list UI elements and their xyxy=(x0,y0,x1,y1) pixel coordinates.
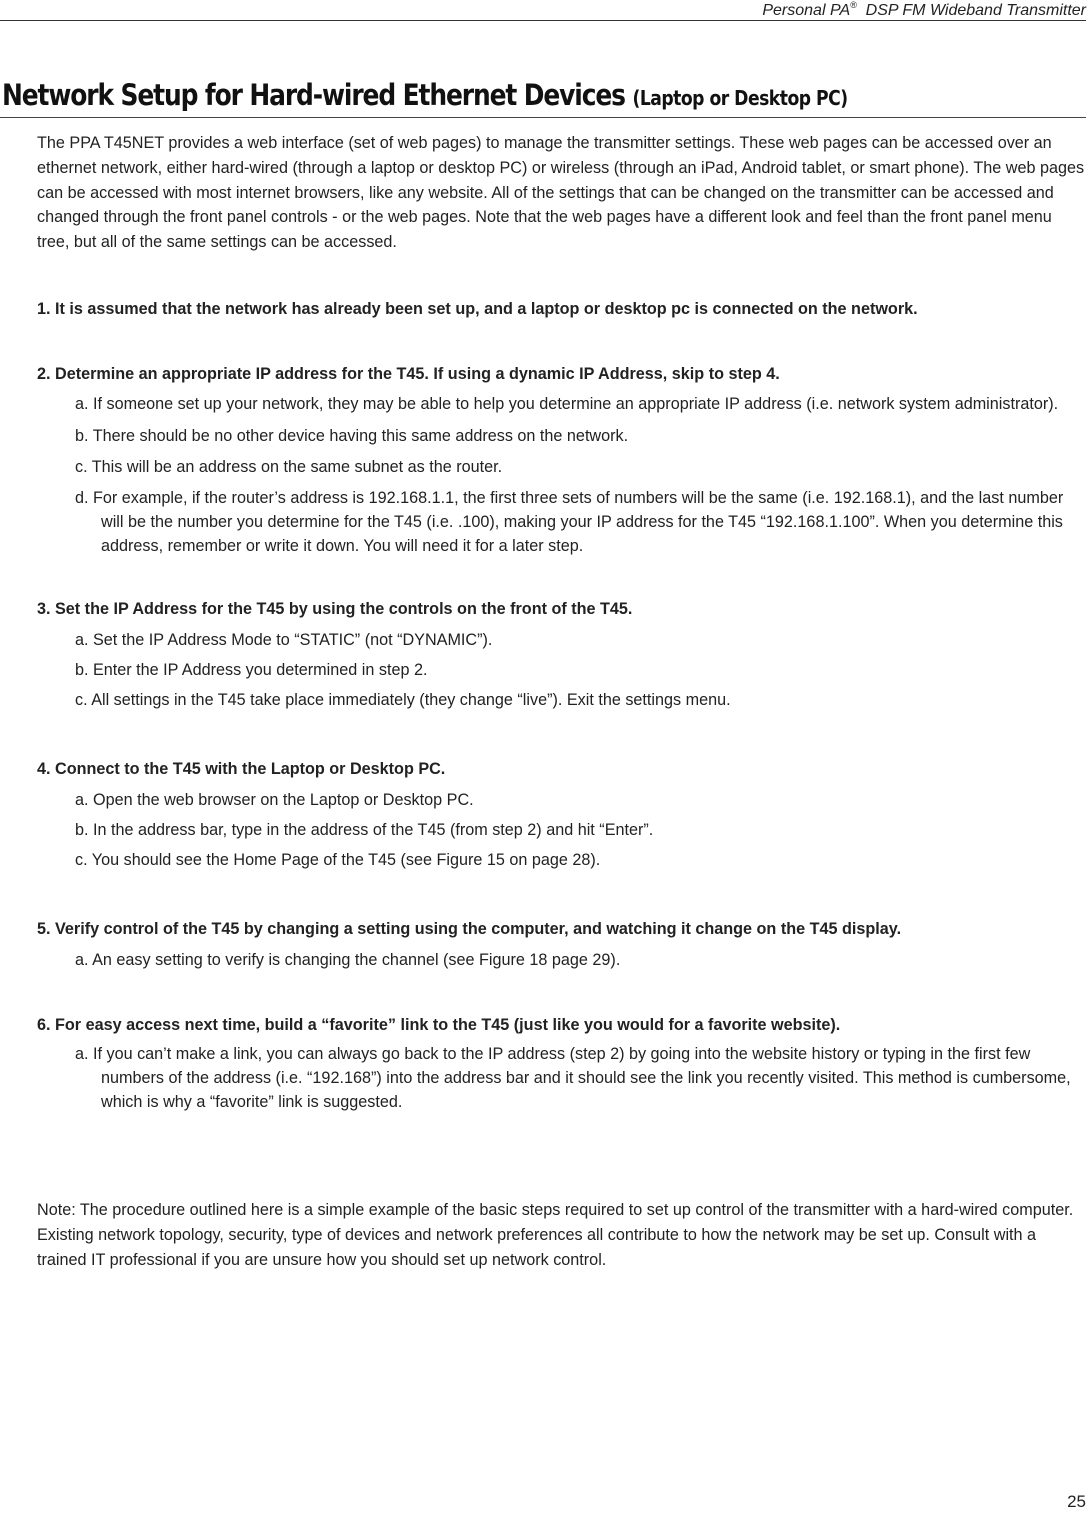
step-6-item-a: a. If you can’t make a link, you can always go back to the IP address (step 2) by going into the website history or typing in the first few numbers of the address (i.e. “192.168”) into the address bar and it should see the link you recently visited. This method is cumbersome, which is why a “favorite” link is suggested. xyxy=(75,1044,1071,1111)
step-1-title: 1. It is assumed that the network has already been set up, and a laptop or desktop pc is connected on the network. xyxy=(37,299,918,318)
running-header xyxy=(0,0,1086,21)
step-1 xyxy=(37,298,1087,320)
step-4-title: 4. Connect to the T45 with the Laptop or Desktop PC. xyxy=(37,759,446,778)
step-2 xyxy=(37,363,1087,558)
title-divider xyxy=(0,117,1086,118)
step-6-title: 6. For easy access next time, build a “favorite” link to the T45 (just like you would for a favorite website). xyxy=(37,1015,841,1034)
step-4 xyxy=(37,758,1087,872)
intro-paragraph: The PPA T45NET provides a web interface (set of web pages) to manage the transmitter settings. These web pages can be accessed over an ethernet network, either hard-wired (through a laptop or desktop PC) or wireless (through an iPad, Android tablet, or smart phone). The web pages can be accessed with most internet browsers, like any website. All of the settings that can be changed on the transmitter can be accessed and changed through the front panel controls - or the web pages. Note that the web pages have a different look and feel than the front panel menu tree, but all of the same settings can be accessed. xyxy=(37,134,1085,252)
step-3-title: 3. Set the IP Address for the T45 by using the controls on the front of the T45. xyxy=(37,599,633,618)
step-5-title: 5. Verify control of the T45 by changing a setting using the computer, and watching it change on the T45 display. xyxy=(37,919,902,938)
step-4-item-c: c. You should see the Home Page of the T45 (see Figure 15 on page 28). xyxy=(75,850,601,869)
step-2-item-a: a. If someone set up your network, they may be able to help you determine an appropriate IP address (i.e. network system administrator). xyxy=(75,394,1059,413)
step-3-item-b: b. Enter the IP Address you determined in step 2. xyxy=(75,660,428,679)
step-3-item-a: a. Set the IP Address Mode to “STATIC” (not “DYNAMIC”). xyxy=(75,630,493,649)
page-content xyxy=(37,125,1087,1273)
step-5 xyxy=(37,918,1087,972)
running-header-title: Personal PA xyxy=(762,2,851,19)
page-number: 25 xyxy=(1067,1492,1086,1511)
registered-mark: ® xyxy=(850,0,857,10)
step-2-title: 2. Determine an appropriate IP address for the T45. If using a dynamic IP Address, skip to step 4. xyxy=(37,364,780,383)
step-6 xyxy=(37,1014,1087,1114)
step-2-item-d: d. For example, if the router’s address is 192.168.1.1, the first three sets of numbers will be the same (i.e. 192.168.1), and the last number will be the number you determine for the T45 (i.e. .100), making your IP address for the T45 “192.168.1.100”. When you determine this address, remember or write it down. You will need it for a later step. xyxy=(75,488,1064,555)
step-5-item-a: a. An easy setting to verify is changing the channel (see Figure 18 page 29). xyxy=(75,950,621,969)
running-header-subtitle: DSP FM Wideband Transmitter xyxy=(856,2,1086,19)
page-title-subtitle: (Laptop or Desktop PC) xyxy=(632,86,848,110)
step-4-item-b: b. In the address bar, type in the address of the T45 (from step 2) and hit “Enter”. xyxy=(75,820,654,839)
page-title-main: Network Setup for Hard-wired Ethernet Devices xyxy=(2,78,633,112)
page-title xyxy=(2,78,934,112)
step-4-item-a: a. Open the web browser on the Laptop or Desktop PC. xyxy=(75,790,474,809)
step-3-item-c: c. All settings in the T45 take place immediately (they change “live”). Exit the settings menu. xyxy=(75,690,731,709)
step-2-item-c: c. This will be an address on the same subnet as the router. xyxy=(75,457,503,476)
step-2-item-b: b. There should be no other device having this same address on the network. xyxy=(75,426,629,445)
step-3 xyxy=(37,598,1087,712)
note-paragraph: Note: The procedure outlined here is a simple example of the basic steps required to set up control of the transmitter with a hard-wired computer. Existing network topology, security, type of devices and network preferences all contribute to how the network may be set up. Consult with a trained IT professional if you are unsure how you should set up network control. xyxy=(37,1200,1074,1269)
